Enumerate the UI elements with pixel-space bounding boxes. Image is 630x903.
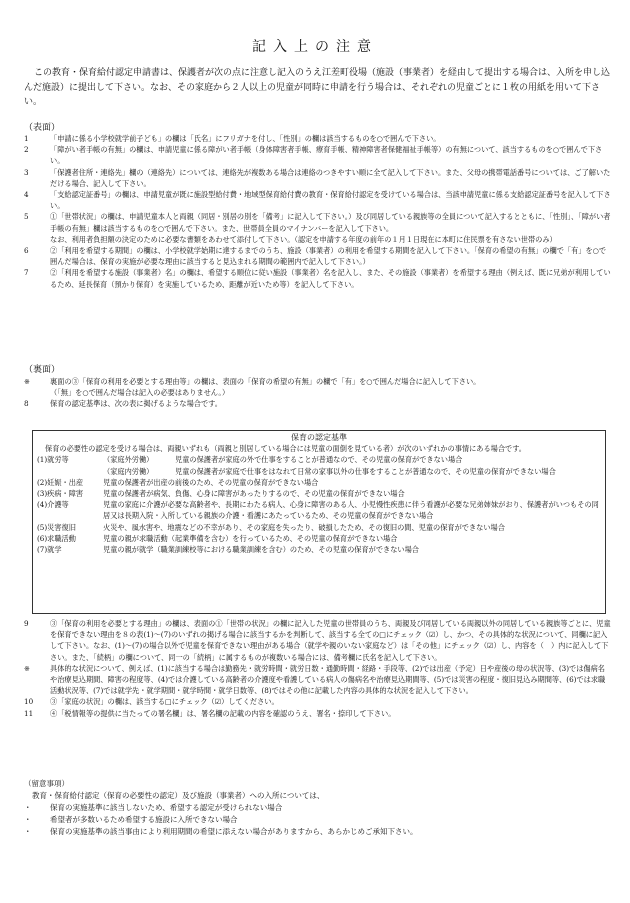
criteria-row <box>37 488 601 499</box>
item-number: 11 <box>24 708 34 718</box>
criteria-key: (1)就労等 <box>37 455 69 465</box>
item-number <box>24 234 50 245</box>
criteria-row <box>37 477 601 488</box>
criteria-sub-key: （家庭外労働） <box>103 455 154 465</box>
criteria-text: 児童の親が求職活動（起業準備を含む）を行っているため、その児童の保育ができない場合 <box>103 533 398 543</box>
notes-bullet: ・ 希望者が多数いるため希望する施設に入所できない場合 <box>24 814 612 826</box>
list-item <box>24 618 612 663</box>
list-item <box>24 387 612 398</box>
item-number: 4 <box>24 190 29 200</box>
criteria-row <box>37 522 601 533</box>
item-number: 7 <box>24 268 29 278</box>
item-text: 「障がい者手帳の有無」の欄は、申請児童に係る障がい者手帳（身体障害者手帳、療育手帳、精神障害者保健福祉手帳等）の有無について、該当するものを○で囲んで下さい。 <box>50 145 603 166</box>
list-item <box>24 133 612 144</box>
criteria-key: (5)災害復旧 <box>37 522 76 532</box>
criteria-row <box>37 533 601 544</box>
item-text: ④「税情報等の提供に当たっての署名欄」は、署名欄の記載の内容を確認のうえ、署名・捺印して下さい。 <box>50 708 396 718</box>
criteria-text: 児童の家庭に介護が必要な高齢者や、長期にわたる病人、心身に障害のある人、小児慢性疾患に伴う看護が必要な兄弟姉妹がおり、保護者がいつもその同居又は長期入院・入所している親族の介護・看護にあたっているため、その児童の保育ができない場合 <box>103 500 599 521</box>
item-number: 9 <box>24 619 29 628</box>
page-title: 記入上の注意 <box>252 39 378 55</box>
item-number: 3 <box>24 167 29 177</box>
item-number <box>24 387 50 398</box>
item-number: ※ <box>24 663 31 673</box>
item-text: ①「世帯状況」の欄は、申請児童本人と両親（同居・別居の別を「備考」に記入して下さい。）及び同居している親族等の全員について記入するとともに、「性別」、「障がい者手帳の有無」欄は該当するものを○で囲んで下さい。また、世帯員全員のマイナンバーを記入して下さい。 <box>50 212 611 233</box>
item-text: 保育の認定基準は、次の表に掲げるような場合です。 <box>50 399 222 409</box>
notes-intro: 教育・保育給付認定（保育の必要性の認定）及び施設（事業者）への入所については、 <box>32 791 325 800</box>
criteria-title: 保育の認定基準 <box>291 433 347 442</box>
item-number: 2 <box>24 145 29 155</box>
list-item <box>24 663 612 697</box>
item-text: 「申請に係る小学校就学前子ども」の欄は「氏名」にフリガナを付し、「性別」の欄は該当するものを○で囲んで下さい。 <box>50 134 441 143</box>
criteria-text: 児童の保護者が出産の前後のため、その児童の保育ができない場合 <box>103 477 319 487</box>
item-number: 10 <box>24 697 34 707</box>
list-item <box>24 167 612 189</box>
criteria-subs <box>103 454 601 476</box>
criteria-intro: 保育の必要性の認定を受ける場合は、両親いずれも（両親と別居している場合には児童の面倒を見ている者）が次のいずれかの事情にある場合です。 <box>45 444 526 454</box>
criteria-row <box>37 454 601 476</box>
item-number: 5 <box>24 212 29 222</box>
item-number: ※ <box>24 377 31 386</box>
list-item <box>24 245 612 267</box>
criteria-key: (4)介護等 <box>37 500 69 510</box>
after-items <box>24 618 612 719</box>
criteria-key: (6)求職活動 <box>37 533 76 543</box>
item-number: 1 <box>24 134 29 143</box>
list-item <box>24 696 612 707</box>
list-item <box>24 234 612 245</box>
notes-section <box>24 778 612 838</box>
item-text: ③「家庭の状況」の欄は、該当する□にチェック（☑）してください。 <box>50 697 279 707</box>
back-items <box>24 376 612 410</box>
criteria-sub <box>103 454 601 465</box>
item-text: 「支給認定証番号」の欄は、申請児童が既に施設型給付費・地域型保育給付費の教育・保育給付認定を受けている場合は、当該申請児童に係る支給認定証番号を記入して下さい。 <box>50 190 611 211</box>
criteria-text: 火災や、風水害や、地震などの不幸があり、その家庭を失ったり、破損したため、その復旧の間、児童の保育ができない場合 <box>103 522 505 532</box>
bullet-text: 保育の実施基準の該当事由により利用期間の希望に添えない場合がありますから、あらかじめご承知下さい。 <box>50 827 418 836</box>
criteria-table <box>32 430 606 614</box>
list-item <box>24 708 612 719</box>
front-heading: （表面） <box>24 123 61 133</box>
item-text: ②「利用を希望する期間」の欄は、小学校就学始期に達するまでのうち、施設（事業者）の利用を希望する期間を記入して下さい。「保育の希望の有無」の欄で「有」を○で囲んだ場合は、保育の実施が必要な理由に該当すると見込まれる期間の範囲内で記入して下さい。） <box>50 246 607 267</box>
notes-heading: （留意事項） <box>24 779 69 788</box>
notes-bullet: ・ 保育の実施基準の該当事由により利用期間の希望に添えない場合がありますから、あらかじめご承知下さい。 <box>24 826 612 838</box>
criteria-sub-text: 児童の保護者が家庭の外で仕事をすることが普通なので、その児童の保育ができない場合 <box>175 455 463 465</box>
list-item <box>24 398 612 409</box>
bullet-text: 希望者が多数いるため希望する施設に入所できない場合 <box>50 815 238 824</box>
item-number: 6 <box>24 246 29 256</box>
criteria-row <box>37 499 601 521</box>
criteria-sub <box>103 466 601 477</box>
list-item <box>24 267 612 289</box>
item-text: ②「利用を希望する施設（事業者）名」の欄は、希望する順位に従い施設（事業者）名を記入し、また、その施設（事業者）を希望する理由（例えば、既に兄弟が利用しているため、延長保育（預かり保育）を実施しているため、距離が近いため等）を記入して下さい。 <box>50 268 611 289</box>
criteria-text: 児童の親が就学（職業訓練校等における職業訓練を含む）のため、その児童の保育ができない場合 <box>103 545 419 555</box>
criteria-key: (2)妊娠・出産 <box>37 477 84 487</box>
bullet-text: 保育の実施基準に該当しないため、希望する認定が受けられない場合 <box>50 803 283 812</box>
list-item <box>24 144 612 166</box>
criteria-row <box>37 544 601 555</box>
notes-bullet: ・ 保育の実施基準に該当しないため、希望する認定が受けられない場合 <box>24 802 612 814</box>
intro-paragraph: この教育・保育給付認定申請書は、保護者が次の点に注意し記入のうえ江差町役場（施設（事業者）を経由して提出する場合は、入所を申し込んだ施設）に提出して下さい。なお、その家庭から２人以上の児童が同時に申請を行う場合は、それぞれの児童ごとに１枚の用紙を用いて下さい。 <box>24 68 611 107</box>
list-item <box>24 211 612 233</box>
item-text: なお、利用者負担額の決定のために必要な書類をあわせて添付して下さい。（認定を申請する年度の前年の１月１日現在に本町に住民票を有さない世帯のみ） <box>50 234 557 244</box>
item-text: 「保護者住所・連絡先」欄の（連絡先）については、連絡先が複数ある場合は連絡のつきやすい順に全て記入して下さい。また、父母の携帯電話番号については、ご了解いただける場合、記入して下さい。 <box>50 167 611 188</box>
list-item <box>24 189 612 211</box>
item-text: （「無」を○で囲んだ場合は記入の必要はありません。） <box>50 388 230 398</box>
item-text: ③「保育の利用を必要とする理由」の欄は、表面の①「世帯の状況」の欄に記入した児童の世帯員のうち、両親及び同居している両親以外の同居している親族等ごとに、児童を保育できない理由を８の表(1)〜(7)のいずれの掲げる場合に該当するかを判断して、該当する全ての□にチェック（☑）し、かつ、その具体的な状況について、同欄に記入して下さい。なお、(1)〜(7)の場合以外で児童を保育できない理由がある場合（就学や親のいない家庭など）は「その他」にチェック（☑）し、内容を（ ）内に記入して下さい。また、「続柄」の欄について、同一の「続柄」に属するものが複数いる場合には、備考欄に氏名を記入して下さい。 <box>50 619 611 662</box>
criteria-key: (7)就学 <box>37 545 62 555</box>
criteria-text: 児童の保護者が病気、負傷、心身に障害があったりするので、その児童の保育ができない場合 <box>103 489 405 499</box>
criteria-key: (3)疾病・障害 <box>37 489 84 499</box>
item-text: 裏面の③「保育の利用を必要とする理由等」の欄は、表面の「保育の希望の有無」の欄で「有」を○で囲んだ場合に記入して下さい。 <box>50 377 481 386</box>
criteria-sub-text: 児童の保護者が家庭で仕事をはなれて日常の家事以外の仕事をすることが普通なので、その児童の保育ができない場合 <box>175 466 556 476</box>
item-number: 8 <box>24 399 29 409</box>
list-item <box>24 376 612 387</box>
criteria-sub-key: （家庭内労働） <box>103 466 154 476</box>
item-text: 具体的な状況について、例えば、(1)に該当する場合は勤務先・就労時間・就労日数・通勤時間・経路・手段等、(2)では出産（予定）日や産後の母の状況等、(3)では傷病名や治療見込期間、障害の程度等、(4)では介護している高齢者の介護度や看護している病人の傷病名や治療見込期間等、(5)では災害の程度・復旧見込み期間等、(6)では求職活動状況等、(7)では就学先・就学期間・就学時間・就学日数等、(8)ではその他に記載した内容の具体的な状況を記入して下さい。 <box>50 663 606 696</box>
front-items <box>24 133 612 290</box>
back-heading: （裏面） <box>24 365 61 375</box>
